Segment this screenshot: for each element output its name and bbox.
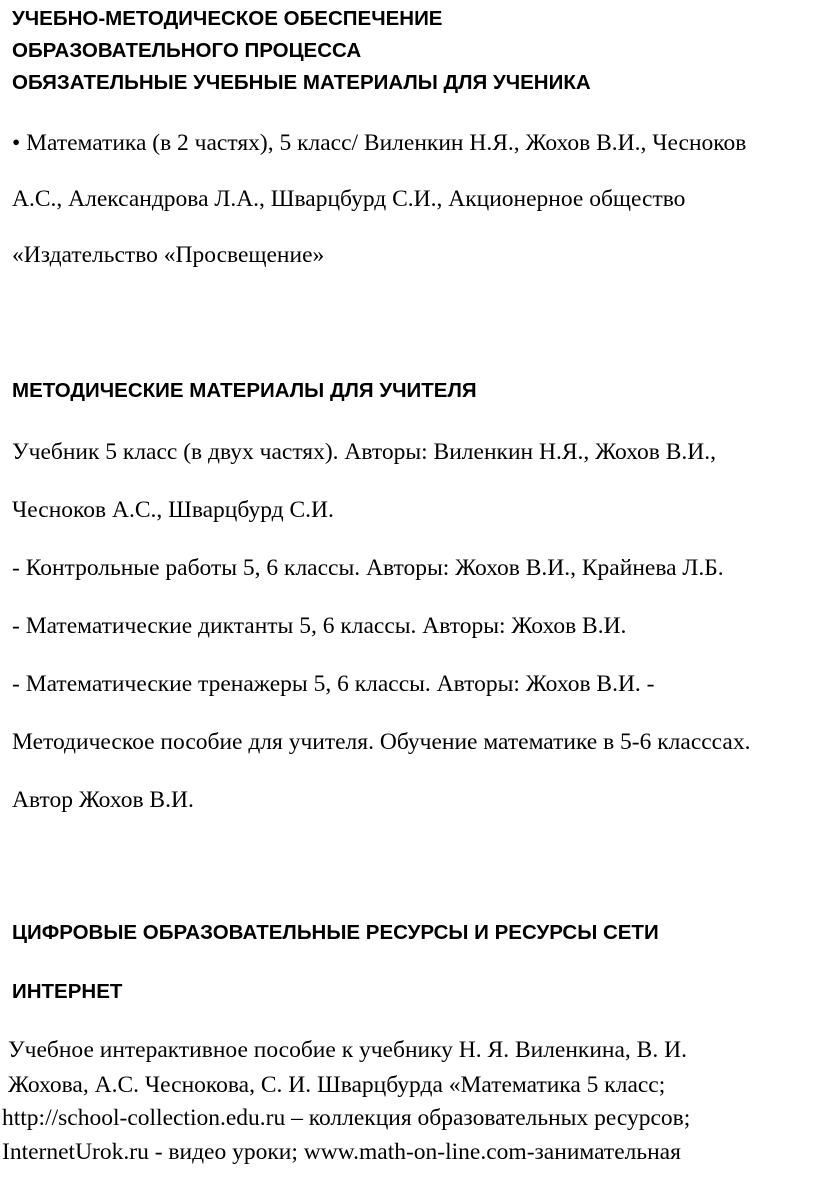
teacher-materials-line-5: - Математические тренажеры 5, 6 классы. Авторы: Жохов В.И. -	[12, 671, 655, 697]
teacher-materials-line-7: Автор Жохов В.И.	[12, 787, 194, 813]
header-title-line-1: УЧЕБНО-МЕТОДИЧЕСКОЕ ОБЕСПЕЧЕНИЕ	[12, 7, 443, 30]
digital-resources-line-4: InternetUrok.ru - видео уроки; www.math-on-line.com-занимательная	[2, 1139, 681, 1165]
teacher-materials-heading: МЕТОДИЧЕСКИЕ МАТЕРИАЛЫ ДЛЯ УЧИТЕЛЯ	[12, 379, 477, 402]
digital-resources-line-1: Учебное интерактивное пособие к учебнику Н. Я. Виленкина, В. И.	[8, 1037, 687, 1063]
header-title-line-2: ОБРАЗОВАТЕЛЬНОГО ПРОЦЕССА	[12, 39, 362, 62]
digital-resources-line-3: http://school-collection.edu.ru – коллекция образовательных ресурсов;	[2, 1105, 691, 1131]
teacher-materials-line-6: Методическое пособие для учителя. Обучение математике в 5-6 класссах.	[12, 729, 751, 755]
student-materials-line-2: А.С., Александрова Л.А., Шварцбурд С.И., Акционерное общество	[12, 186, 686, 212]
digital-resources-heading-line-2: ИНТЕРНЕТ	[12, 980, 123, 1003]
teacher-materials-line-3: - Контрольные работы 5, 6 классы. Авторы: Жохов В.И., Крайнева Л.Б.	[12, 555, 724, 581]
teacher-materials-line-2: Чесноков А.С., Шварцбурд С.И.	[12, 497, 334, 523]
teacher-materials-line-1: Учебник 5 класс (в двух частях). Авторы: Виленкин Н.Я., Жохов В.И.,	[12, 439, 717, 465]
teacher-materials-line-4: - Математические диктанты 5, 6 классы. Авторы: Жохов В.И.	[12, 613, 627, 639]
student-materials-heading: ОБЯЗАТЕЛЬНЫЕ УЧЕБНЫЕ МАТЕРИАЛЫ ДЛЯ УЧЕНИКА	[12, 71, 591, 94]
student-materials-line-1: • Математика (в 2 частях), 5 класс/ Виленкин Н.Я., Жохов В.И., Чесноков	[12, 130, 747, 156]
digital-resources-heading-line-1: ЦИФРОВЫЕ ОБРАЗОВАТЕЛЬНЫЕ РЕСУРСЫ И РЕСУРСЫ СЕТИ	[12, 921, 659, 944]
digital-resources-line-2: Жохова, А.С. Чеснокова, С. И. Шварцбурда «Математика 5 класс;	[8, 1072, 666, 1098]
student-materials-line-3: «Издательство «Просвещение»	[12, 242, 325, 268]
